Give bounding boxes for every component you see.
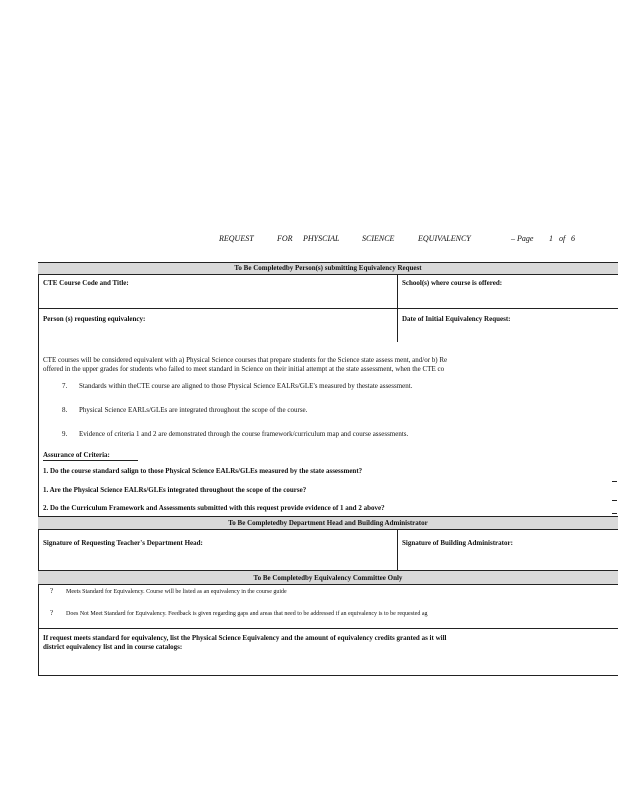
option-meets-standard: Meets Standard for Equivalency. Course will be listed as an equivalency in the course guide (66, 589, 287, 595)
title-word-physcial: PHYSCIAL (303, 234, 340, 243)
section1-header: To Be Completedby Person(s) submitting Equivalency Request (234, 264, 422, 272)
answer-blank (612, 481, 617, 482)
teacher-signature-label: Signature of Requesting Teacher's Department Head: (43, 539, 203, 547)
frame-bottom (38, 675, 618, 676)
page-of: of (559, 234, 566, 243)
assurance-question: 2. Do the Curriculum Framework and Assessments submitted with this request provide evidence of 1 and 2 above? (43, 504, 385, 512)
persons-requesting-label: Person (s) requesting equivalency: (43, 315, 146, 323)
criteria-item: Physical Science EARLs/GLEs are integrated throughout the scope of the course. (79, 406, 308, 414)
answer-blank (612, 500, 617, 501)
section1-row-rule (38, 308, 618, 309)
schools-label: School(s) where course is offered: (402, 279, 503, 287)
section3-header-rule (38, 584, 618, 585)
answer-blank (612, 513, 617, 514)
frame-left (38, 262, 39, 676)
assurance-question: 1. Are the Physical Science EALRs/GLEs integrated throughout the scope of the course? (43, 486, 307, 494)
criteria-item: Standards within theCTE course are aligned to those Physical Science EALRs/GLE's measured by thestate assessment. (79, 382, 413, 390)
assurance-question: 1. Do the course standard salign to those Physical Science EALRs/GLEs measured by the state assessment? (43, 467, 363, 475)
section3-header: To Be Completedby Equivalency Committee Only (253, 574, 403, 582)
page-label: – Page (511, 234, 534, 243)
criteria-number: 9. (62, 430, 68, 438)
date-request-label: Date of Initial Equivalency Request: (402, 315, 511, 323)
checkbox-meets-standard[interactable]: ? (50, 587, 54, 595)
checkbox-does-not-meet[interactable]: ? (50, 609, 54, 617)
title-word-science: SCIENCE (362, 234, 395, 243)
admin-signature-label: Signature of Building Administrator: (402, 539, 513, 547)
cte-course-label: CTE Course Code and Title: (43, 279, 129, 287)
assurance-underline (43, 460, 138, 461)
title-word-request: REQUEST (219, 234, 254, 243)
section2-divider (397, 529, 398, 570)
section3-note-rule (38, 628, 618, 629)
title-word-for: FOR (277, 234, 293, 243)
section1-header-rule (38, 274, 618, 275)
intro-line-1: CTE courses will be considered equivalent with a) Physical Science courses that prepare students for the Science state assess ment, and/or b) Re (43, 356, 448, 364)
intro-line-2: offered in the upper grades for students who failed to meet standard in Science on their initial attempt at the state assessment, when the CTE co (43, 365, 445, 373)
criteria-number: 7. (62, 382, 68, 390)
equivalency-note-line-2: district equivalency list and in course catalogs: (43, 643, 183, 651)
page-total: 6 (571, 234, 575, 243)
criteria-item: Evidence of criteria 1 and 2 are demonstrated through the course framework/curriculum map and course assessments. (79, 430, 409, 438)
criteria-number: 8. (62, 406, 68, 414)
page-number: 1 (549, 234, 553, 243)
assurance-heading: Assurance of Criteria: (43, 451, 110, 459)
section2-header-rule (38, 529, 618, 530)
title-word-equivalency: EQUIVALENCY (418, 234, 471, 243)
equivalency-note-line-1: If request meets standard for equivalency, list the Physical Science Equivalency and the amount of equivalency credits granted as it will (43, 634, 447, 642)
option-does-not-meet: Does Not Meet Standard for Equivalency. Feedback is given regarding gaps and areas that need to be addressed if an equivalency is to be requested ag (66, 611, 428, 617)
section2-header: To Be Completedby Department Head and Building Administrator (228, 519, 428, 527)
